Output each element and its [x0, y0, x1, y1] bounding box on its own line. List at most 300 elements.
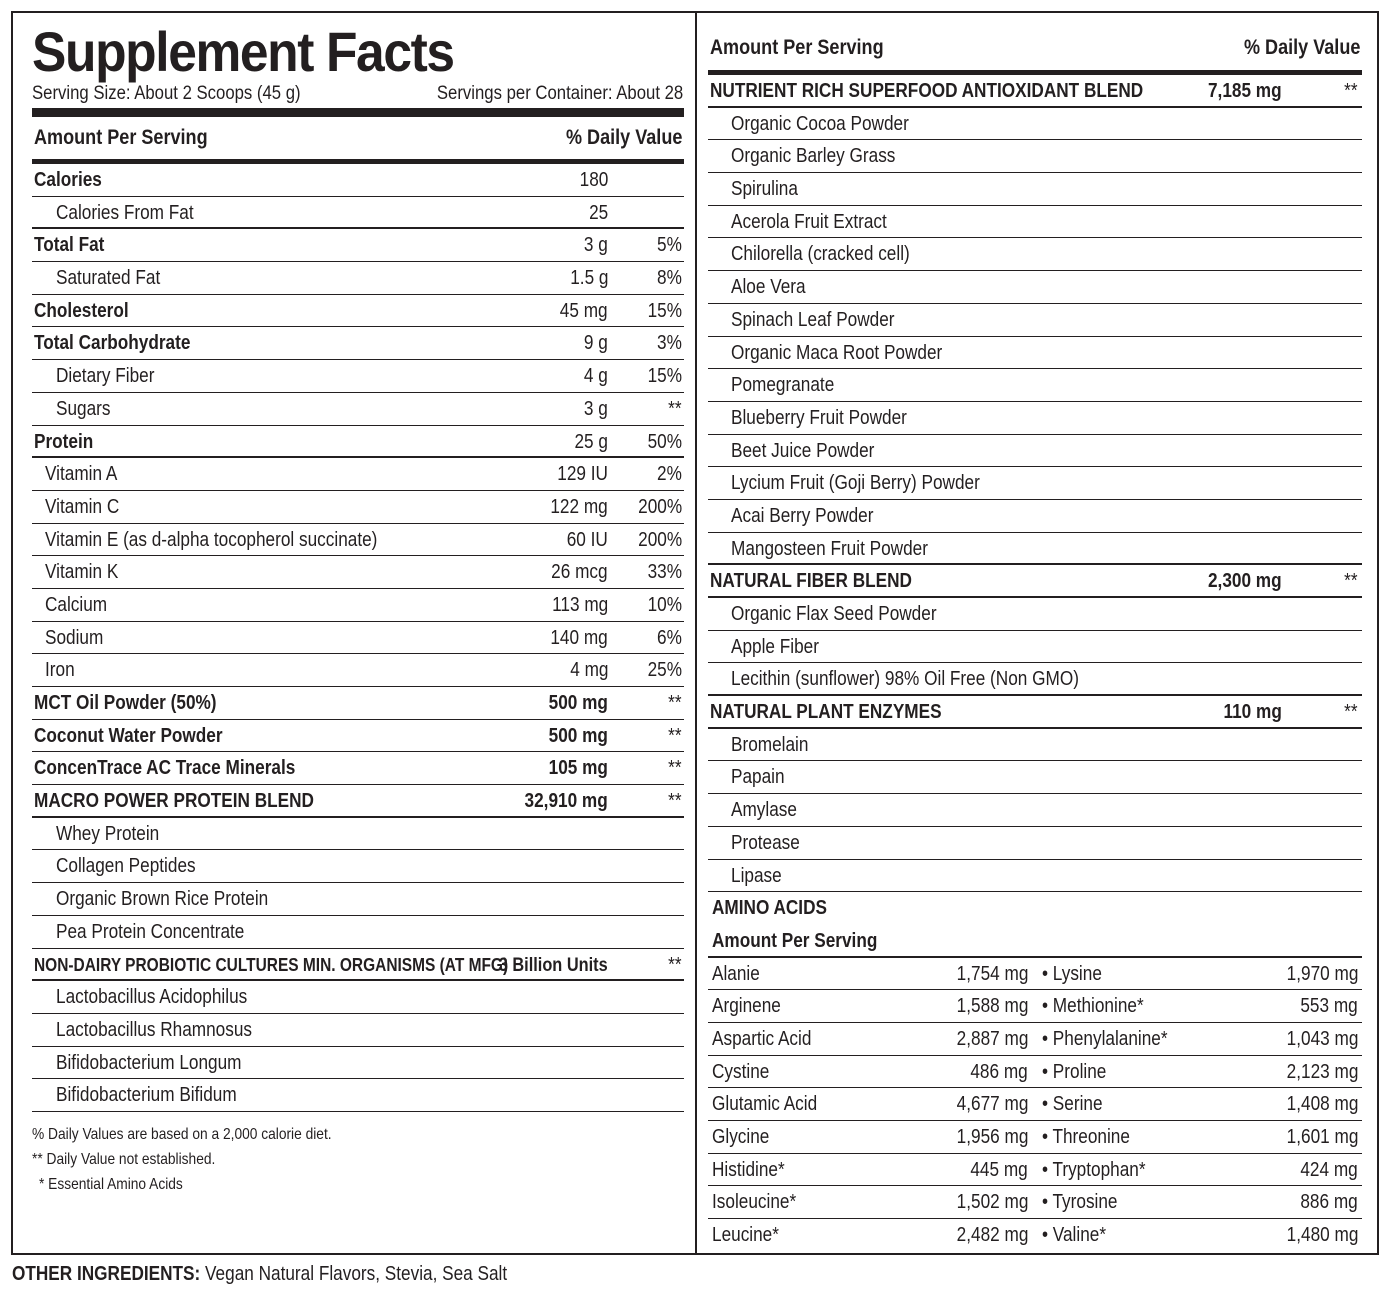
blend-item-cell: [731, 827, 811, 859]
nutrient-name-cell: [34, 752, 338, 784]
amino-name-cell: [1042, 1023, 1188, 1055]
nutrient-daily-value: 200%: [638, 528, 682, 551]
amino-name-cell: [1042, 1056, 1117, 1088]
amino-name: Alanie: [712, 962, 760, 985]
footnote-text: % Daily Values are based on a 2,000 calorie diet.: [32, 1125, 332, 1143]
footnote-text: * Essential Amino Acids: [39, 1175, 183, 1193]
amino-amount-cell: [1275, 1219, 1358, 1251]
amino-row: [708, 1023, 1362, 1056]
nutrient-row: [32, 327, 684, 360]
nutrient-name: Bifidobacterium Longum: [56, 1051, 242, 1074]
blend-dv-cell: [1342, 75, 1358, 107]
amino-amount-cell: [961, 1154, 1028, 1186]
daily-value-label: % Daily Value: [565, 126, 682, 149]
nutrient-amount-cell: [552, 295, 608, 327]
nutrient-daily-value: **: [668, 790, 682, 813]
blend-row: [708, 696, 1362, 729]
amino-amount-cell: [945, 1023, 1028, 1055]
nutrient-name-cell: [34, 1014, 284, 1046]
amino-amount: 2,482 mg: [956, 1224, 1028, 1247]
blend-item-name: Pomegranate: [731, 374, 835, 397]
nutrient-name: Sugars: [56, 397, 111, 420]
blend-item-cell: [731, 271, 818, 303]
amino-name: • Phenylalanine*: [1042, 1027, 1168, 1050]
nutrient-amount-cell: [560, 524, 608, 556]
footnote-text: ** Daily Value not established.: [32, 1150, 216, 1168]
nutrient-name-cell: [34, 229, 116, 261]
amino-name-cell: [712, 990, 792, 1022]
blend-item-cell: [731, 500, 897, 532]
nutrient-name: Lactobacillus Rhamnosus: [56, 1018, 252, 1041]
nutrient-name: Calories: [34, 169, 102, 191]
blend-item-row: [708, 827, 1362, 860]
nutrient-row: [32, 524, 684, 557]
amino-amount: 1,970 mg: [1286, 962, 1358, 985]
nutrient-amount: 25 g: [574, 430, 608, 453]
nutrient-dv-cell: [666, 720, 682, 752]
nutrient-list: [32, 164, 684, 1112]
amino-name-cell: [1042, 958, 1112, 990]
nutrient-row: [32, 556, 684, 589]
nutrient-daily-value: 50%: [647, 430, 682, 453]
blend-item-cell: [731, 467, 1020, 499]
nutrient-amount: 4 mg: [569, 659, 608, 682]
amino-name-cell: [712, 958, 768, 990]
amount-header: [32, 117, 684, 159]
blend-name-cell: [710, 565, 945, 597]
blend-item-cell: [731, 140, 922, 172]
servings-per-container: Servings per Container: About 28: [436, 83, 684, 104]
nutrient-amount-cell: [542, 556, 608, 588]
thick-rule: [32, 108, 684, 117]
amino-name-cell: [1042, 990, 1160, 1022]
nutrient-row: [32, 360, 684, 393]
nutrient-amount: 140 mg: [550, 626, 608, 649]
amino-amount: 1,043 mg: [1286, 1027, 1358, 1050]
nutrient-dv-cell: [666, 393, 682, 425]
nutrient-row: [32, 458, 684, 491]
amino-name: • Serine: [1042, 1093, 1103, 1116]
blend-item-name: Aloe Vera: [731, 276, 806, 299]
nutrient-name: Calcium: [45, 593, 108, 616]
blend-name-cell: [710, 75, 1214, 107]
nutrient-dv-cell: [666, 752, 682, 784]
nutrient-name: Iron: [45, 659, 75, 682]
amino-name: • Tyrosine: [1042, 1191, 1118, 1214]
blend-item-cell: [731, 761, 793, 793]
blend-row: [708, 75, 1362, 108]
nutrient-amount-cell: [539, 687, 608, 719]
nutrient-name-cell: [34, 556, 130, 588]
nutrient-name: ConcenTrace AC Trace Minerals: [34, 757, 296, 780]
blend-item-cell: [731, 108, 938, 140]
amino-amount: 1,480 mg: [1286, 1224, 1358, 1247]
footnote: [32, 1147, 684, 1172]
right-column: [708, 22, 1362, 1252]
amino-name: • Proline: [1042, 1060, 1107, 1083]
nutrient-name: Organic Brown Rice Protein: [56, 888, 269, 911]
nutrient-dv-cell: [653, 458, 682, 490]
blend-item-name: Lycium Fruit (Goji Berry) Powder: [731, 472, 980, 495]
nutrient-name: NON-DAIRY PROBIOTIC CULTURES MIN. ORGANISMS (AT MFG): [34, 954, 509, 975]
nutrient-amount: 105 mg: [548, 757, 608, 780]
nutrient-daily-value: **: [668, 397, 682, 420]
blend-item-name: Acai Berry Powder: [731, 504, 874, 527]
amino-name: Glutamic Acid: [712, 1093, 818, 1116]
nutrient-row: [32, 752, 684, 785]
blend-name: NATURAL FIBER BLEND: [710, 570, 912, 593]
amino-amount-label: Amount Per Serving: [712, 929, 878, 952]
blend-item-name: Spinach Leaf Powder: [731, 308, 895, 331]
blend-item-row: [708, 108, 1362, 141]
amino-amount: 4,677 mg: [956, 1093, 1028, 1116]
nutrient-daily-value: 3%: [657, 332, 682, 355]
nutrient-daily-value: **: [668, 757, 682, 780]
nutrient-amount-cell: [539, 720, 608, 752]
amino-amount: 1,754 mg: [956, 962, 1028, 985]
blend-item-row: [708, 337, 1362, 370]
blend-item-name: Lipase: [731, 864, 782, 887]
nutrient-name-cell: [34, 295, 144, 327]
amino-amount-cell: [1291, 990, 1358, 1022]
nutrient-row: [32, 262, 684, 295]
blend-item-cell: [731, 206, 912, 238]
blend-item-row: [708, 402, 1362, 435]
blend-amount-cell: [1196, 565, 1282, 597]
blend-name: NUTRIENT RICH SUPERFOOD ANTIOXIDANT BLEND: [710, 80, 1144, 102]
nutrient-amount-cell: [569, 426, 608, 458]
nutrient-amount-cell: [586, 197, 608, 229]
blend-item-name: Spirulina: [731, 178, 798, 201]
blend-item-name: Apple Fiber: [731, 635, 819, 658]
nutrient-name-cell: [34, 524, 432, 556]
amino-amount-cell: [945, 1186, 1028, 1218]
nutrient-name-cell: [34, 1047, 272, 1079]
blend-dv-cell: [1342, 696, 1358, 728]
amino-acids-title-row: [708, 892, 1362, 925]
nutrient-amount-cell: [541, 491, 608, 523]
amino-name: Isoleucine*: [712, 1191, 797, 1214]
blend-item-name: Papain: [731, 766, 785, 789]
nutrient-name-cell: [34, 164, 113, 196]
nutrient-row: [32, 883, 684, 916]
nutrient-name: MCT Oil Powder (50%): [34, 692, 217, 714]
nutrient-name-cell: [34, 916, 275, 948]
nutrient-row: [32, 850, 684, 883]
blend-item-cell: [731, 304, 921, 336]
nutrient-name: Calories From Fat: [56, 201, 194, 224]
amino-amount-cell: [1291, 1186, 1358, 1218]
column-divider: [695, 11, 697, 1255]
blend-item-row: [708, 500, 1362, 533]
amino-name: Leucine*: [712, 1224, 779, 1247]
blend-item-cell: [731, 860, 790, 892]
blend-item-row: [708, 598, 1362, 631]
nutrient-amount-cell: [580, 229, 608, 261]
nutrient-daily-value: 10%: [647, 593, 682, 616]
amino-amount-header-row: [708, 925, 1362, 958]
nutrient-amount-cell: [580, 393, 608, 425]
blend-item-name: Organic Maca Root Powder: [731, 341, 943, 364]
amino-amount: 886 mg: [1300, 1191, 1358, 1214]
blend-item-name: Organic Flax Seed Powder: [731, 603, 937, 625]
blend-item-cell: [731, 663, 1136, 695]
nutrient-name: Coconut Water Powder: [34, 724, 223, 747]
nutrient-name-cell: [34, 197, 216, 229]
amino-amount-cell: [1275, 1056, 1358, 1088]
amino-amount: 424 mg: [1300, 1158, 1358, 1181]
amino-amount-cell: [1275, 1121, 1358, 1153]
nutrient-name: Dietary Fiber: [56, 365, 155, 388]
blend-item-row: [708, 238, 1362, 271]
amino-amount: 486 mg: [970, 1060, 1028, 1083]
amino-amount: 1,601 mg: [1286, 1126, 1358, 1148]
nutrient-amount: 122 mg: [550, 495, 608, 518]
blend-name: NATURAL PLANT ENZYMES: [710, 701, 942, 724]
page-title: Supplement Facts: [32, 20, 454, 83]
nutrient-name: Vitamin C: [45, 495, 120, 518]
nutrient-daily-value: 6%: [657, 626, 682, 649]
nutrient-name-cell: [34, 589, 117, 621]
blend-item-cell: [731, 238, 939, 270]
nutrient-row: [32, 589, 684, 622]
serving-info: [32, 82, 683, 108]
amino-name-cell: [712, 1023, 828, 1055]
nutrient-name-cell: [34, 687, 246, 719]
nutrient-daily-value: **: [668, 724, 682, 747]
amino-list: [708, 958, 1362, 1252]
nutrient-name: Protein: [34, 430, 94, 453]
nutrient-daily-value: 33%: [647, 561, 682, 584]
amino-name-cell: [712, 1219, 790, 1251]
amino-row: [708, 990, 1362, 1023]
blend-daily-value: **: [1344, 570, 1358, 593]
blend-item-row: [708, 173, 1362, 206]
nutrient-row: [32, 622, 684, 655]
amino-row: [708, 1088, 1362, 1121]
blend-item-row: [708, 860, 1362, 893]
nutrient-amount-cell: [580, 327, 608, 359]
nutrient-name-cell: [34, 818, 176, 850]
amino-name-cell: [712, 1154, 796, 1186]
nutrient-dv-cell: [666, 687, 682, 719]
blend-item-row: [708, 794, 1362, 827]
nutrient-dv-cell: [642, 360, 682, 392]
amino-name: Aspartic Acid: [712, 1027, 812, 1050]
nutrient-row: [32, 1047, 684, 1080]
nutrient-dv-cell: [666, 785, 682, 817]
nutrient-name-cell: [34, 262, 177, 294]
nutrient-name: Bifidobacterium Bifidum: [56, 1084, 237, 1107]
nutrient-name: Whey Protein: [56, 822, 160, 845]
amino-name-cell: [712, 1186, 810, 1218]
nutrient-dv-cell: [642, 295, 682, 327]
nutrient-name-cell: [34, 458, 129, 490]
nutrient-name-cell: [34, 360, 170, 392]
nutrient-name: Total Carbohydrate: [34, 332, 191, 355]
amino-name: • Threonine: [1042, 1126, 1130, 1148]
nutrient-row: [32, 720, 684, 753]
amino-name: • Tryptophan*: [1042, 1158, 1146, 1181]
nutrient-dv-cell: [631, 491, 682, 523]
nutrient-amount-cell: [549, 458, 608, 490]
blend-item-cell: [731, 631, 833, 663]
blend-item-name: Bromelain: [731, 733, 809, 756]
nutrient-daily-value: **: [668, 953, 682, 976]
nutrient-daily-value: 15%: [647, 365, 682, 388]
blend-item-cell: [731, 173, 809, 205]
amino-name-cell: [1042, 1121, 1144, 1153]
amino-amount-cell: [1275, 1023, 1358, 1055]
blend-item-name: Acerola Fruit Extract: [731, 210, 887, 233]
nutrient-dv-cell: [642, 654, 682, 686]
nutrient-row: [32, 164, 684, 197]
amount-per-serving-label: Amount Per Serving: [34, 126, 208, 149]
blend-item-row: [708, 761, 1362, 794]
blend-item-row: [708, 663, 1362, 696]
nutrient-dv-cell: [653, 622, 682, 654]
nutrient-dv-cell: [653, 262, 682, 294]
nutrient-amount: 3 Billion Units: [499, 954, 608, 976]
amino-name-cell: [712, 1088, 834, 1120]
daily-value-label: % Daily Value: [1243, 36, 1360, 59]
nutrient-amount: 3 g: [584, 397, 608, 420]
nutrient-name-cell: [34, 883, 303, 915]
nutrient-dv-cell: [653, 229, 682, 261]
nutrient-name-cell: [34, 720, 253, 752]
nutrient-row: [32, 229, 684, 262]
nutrient-amount-cell: [564, 262, 608, 294]
nutrient-dv-cell: [642, 589, 682, 621]
nutrient-name: Vitamin E (as d-alpha tocopherol succinate): [45, 528, 378, 551]
nutrient-name: Total Fat: [34, 234, 105, 257]
blend-dv-cell: [1342, 565, 1358, 597]
blend-item-name: Lecithin (sunflower) 98% Oil Free (Non GMO): [731, 668, 1079, 691]
other-ingredients: [12, 1263, 588, 1286]
nutrient-amount: 45 mg: [560, 299, 608, 322]
nutrient-dv-cell: [642, 556, 682, 588]
nutrient-name-cell: [34, 1079, 266, 1111]
amino-name: Arginene: [712, 995, 781, 1018]
nutrient-amount: 113 mg: [551, 593, 608, 616]
footnotes: [32, 1122, 684, 1197]
nutrient-daily-value: 8%: [657, 267, 682, 290]
amount-per-serving-label: Amount Per Serving: [710, 36, 884, 59]
blend-item-row: [708, 467, 1362, 500]
left-column: [32, 22, 684, 1197]
amino-name: Glycine: [712, 1126, 770, 1148]
nutrient-name: Lactobacillus Acidophilus: [56, 986, 248, 1009]
amino-amount: 445 mg: [970, 1158, 1028, 1181]
footnote: [32, 1172, 684, 1197]
nutrient-name-cell: [34, 785, 360, 817]
nutrient-name: Vitamin A: [45, 463, 118, 486]
amino-row: [708, 1121, 1362, 1154]
blend-item-cell: [731, 533, 960, 565]
serving-size: Serving Size: About 2 Scoops (45 g): [32, 83, 301, 104]
amino-name-cell: [1042, 1154, 1162, 1186]
nutrient-amount-cell: [481, 949, 608, 982]
amino-name-cell: [712, 1056, 779, 1088]
amino-name-cell: [712, 1121, 779, 1153]
blend-item-row: [708, 271, 1362, 304]
nutrient-amount-cell: [511, 785, 608, 817]
nutrient-row: [32, 949, 684, 982]
blend-item-cell: [731, 337, 977, 369]
amino-amount: 1,502 mg: [956, 1191, 1028, 1214]
nutrient-name-cell: [34, 491, 131, 523]
nutrient-dv-cell: [666, 949, 682, 981]
nutrient-amount: 180: [579, 169, 608, 191]
amino-amount: 1,408 mg: [1286, 1093, 1358, 1116]
nutrient-amount-cell: [541, 622, 608, 654]
nutrient-daily-value: 200%: [638, 495, 682, 518]
amino-row: [708, 1219, 1362, 1252]
nutrient-amount: 25: [588, 201, 608, 224]
amino-amount: 553 mg: [1300, 995, 1358, 1018]
nutrient-name-cell: [34, 850, 218, 882]
other-ingredients-label: OTHER INGREDIENTS:: [12, 1263, 201, 1285]
blend-item-row: [708, 729, 1362, 762]
nutrient-row: [32, 1079, 684, 1112]
blend-item-cell: [731, 598, 970, 630]
amino-amount: 1,588 mg: [956, 995, 1028, 1018]
blend-daily-value: **: [1344, 701, 1358, 724]
nutrient-daily-value: **: [668, 692, 682, 714]
nutrient-row: [32, 916, 684, 949]
nutrient-amount: 500 mg: [548, 692, 608, 714]
nutrient-row: [32, 426, 684, 459]
amino-row: [708, 958, 1362, 991]
nutrient-name: Saturated Fat: [56, 267, 161, 290]
amino-amount-cell: [1275, 958, 1358, 990]
nutrient-name-cell: [34, 393, 119, 425]
amino-amount: 2,887 mg: [956, 1027, 1028, 1050]
blend-item-cell: [731, 369, 851, 401]
amino-amount-cell: [961, 1056, 1028, 1088]
nutrient-daily-value: 15%: [647, 299, 682, 322]
blend-amount: 2,300 mg: [1208, 570, 1282, 593]
blend-item-row: [708, 369, 1362, 402]
blend-item-row: [708, 140, 1362, 173]
nutrient-name: Sodium: [45, 626, 104, 649]
blend-daily-value: **: [1344, 80, 1358, 102]
nutrient-daily-value: 5%: [657, 234, 682, 257]
blend-item-row: [708, 304, 1362, 337]
blend-amount-cell: [1214, 696, 1282, 728]
nutrient-row: [32, 687, 684, 720]
amino-acids-title: AMINO ACIDS: [712, 897, 827, 920]
nutrient-amount-cell: [580, 360, 608, 392]
amino-name: • Valine*: [1042, 1224, 1107, 1247]
nutrient-row: [32, 1014, 684, 1047]
nutrient-row: [32, 491, 684, 524]
amino-name: Cystine: [712, 1060, 770, 1083]
amino-amount-cell: [945, 1121, 1028, 1153]
amino-amount-cell: [1275, 1088, 1358, 1120]
nutrient-amount: 4 g: [584, 365, 608, 388]
nutrient-name: Pea Protein Concentrate: [56, 920, 245, 943]
nutrient-amount: 60 IU: [566, 528, 608, 551]
amino-name-cell: [1042, 1186, 1130, 1218]
amino-amount-cell: [945, 990, 1028, 1022]
nutrient-dv-cell: [642, 426, 682, 458]
nutrient-name-cell: [34, 654, 79, 686]
nutrient-amount-cell: [539, 752, 608, 784]
nutrient-row: [32, 818, 684, 851]
nutrient-dv-cell: [653, 327, 682, 359]
amino-name-cell: [1042, 1088, 1112, 1120]
